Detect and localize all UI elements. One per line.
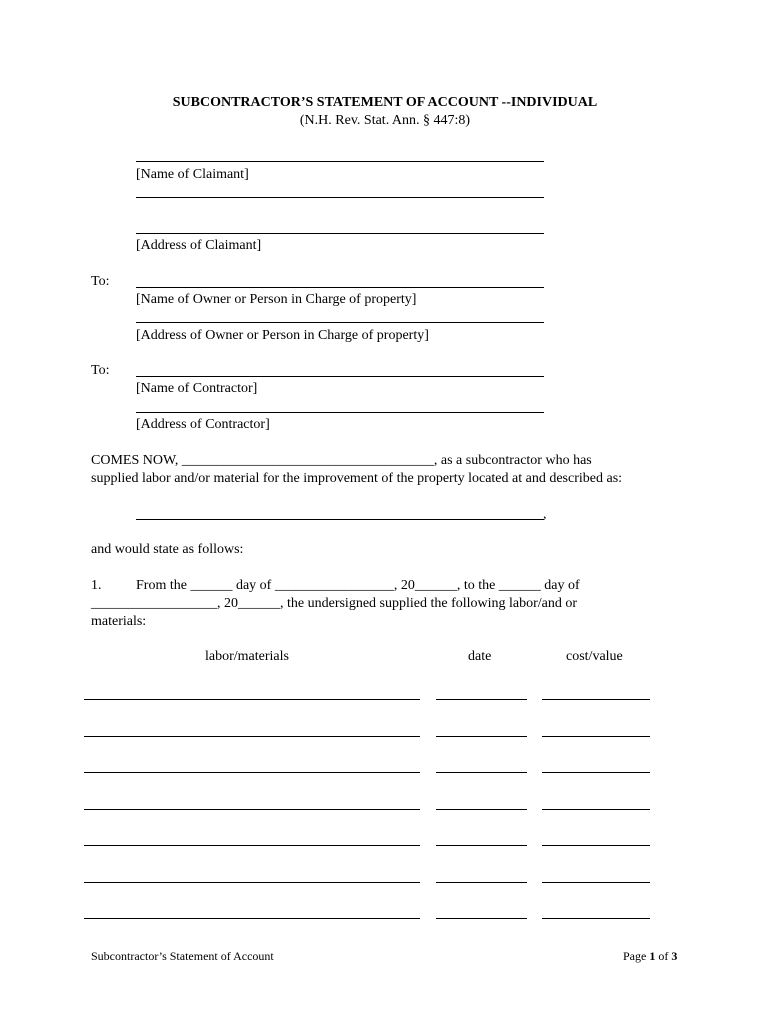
property-description-line — [136, 519, 544, 520]
page-prefix: Page — [623, 949, 650, 963]
date-cell — [436, 699, 527, 700]
labor-materials-cell — [84, 809, 420, 810]
page-of: of — [655, 949, 672, 963]
document-title: SUBCONTRACTOR’S STATEMENT OF ACCOUNT --INDIVIDUAL — [172, 95, 598, 110]
labor-materials-cell — [84, 699, 420, 700]
labor-materials-cell — [84, 918, 420, 919]
labor-materials-cell — [84, 882, 420, 883]
item-1-number: 1. — [91, 578, 102, 593]
owner-name-line — [136, 287, 544, 288]
cost-value-cell — [542, 882, 650, 883]
state-as-follows: and would state as follows: — [91, 542, 244, 557]
cost-value-cell — [542, 699, 650, 700]
labor-materials-cell — [84, 772, 420, 773]
contractor-address-line — [136, 412, 544, 413]
owner-to-label: To: — [91, 274, 110, 289]
column-header-cost-value: cost/value — [566, 649, 623, 664]
column-header-labor-materials: labor/materials — [205, 649, 289, 664]
cost-value-cell — [542, 772, 650, 773]
contractor-to-label: To: — [91, 363, 110, 378]
claimant-address-line-2 — [136, 233, 544, 234]
date-cell — [436, 882, 527, 883]
item-1-line-3: materials: — [91, 614, 147, 629]
date-cell — [436, 845, 527, 846]
cost-value-cell — [542, 809, 650, 810]
contractor-address-label: [Address of Contractor] — [136, 417, 270, 432]
footer-left: Subcontractor’s Statement of Account — [91, 949, 274, 963]
owner-address-label: [Address of Owner or Person in Charge of property] — [136, 328, 429, 343]
date-cell — [436, 772, 527, 773]
statute-citation: (N.H. Rev. Stat. Ann. § 447:8) — [299, 113, 471, 128]
claimant-address-line-1 — [136, 197, 544, 198]
claimant-name-label: [Name of Claimant] — [136, 167, 249, 182]
date-cell — [436, 736, 527, 737]
page-number — [623, 949, 677, 964]
claimant-name-line — [136, 161, 544, 162]
item-1-line-2: __________________, 20______, the undersigned supplied the following labor/and or — [91, 596, 578, 611]
contractor-name-label: [Name of Contractor] — [136, 381, 258, 396]
date-cell — [436, 918, 527, 919]
claimant-address-label: [Address of Claimant] — [136, 238, 262, 253]
property-comma: , — [543, 507, 547, 522]
column-header-date: date — [468, 649, 492, 664]
contractor-name-line — [136, 376, 544, 377]
owner-name-label: [Name of Owner or Person in Charge of property] — [136, 292, 417, 307]
page-current: 1 — [649, 949, 656, 963]
labor-materials-cell — [84, 736, 420, 737]
owner-address-line — [136, 322, 544, 323]
cost-value-cell — [542, 845, 650, 846]
cost-value-cell — [542, 736, 650, 737]
labor-materials-cell — [84, 845, 420, 846]
item-1-line-1: From the ______ day of _________________, 20______, to the ______ day of — [136, 578, 580, 593]
cost-value-cell — [542, 918, 650, 919]
page-total: 3 — [671, 949, 678, 963]
date-cell — [436, 809, 527, 810]
comes-now-line-2: supplied labor and/or material for the improvement of the property located at and described as: — [91, 471, 623, 486]
comes-now-line-1: COMES NOW, ____________________________________, as a subcontractor who has — [91, 453, 592, 468]
